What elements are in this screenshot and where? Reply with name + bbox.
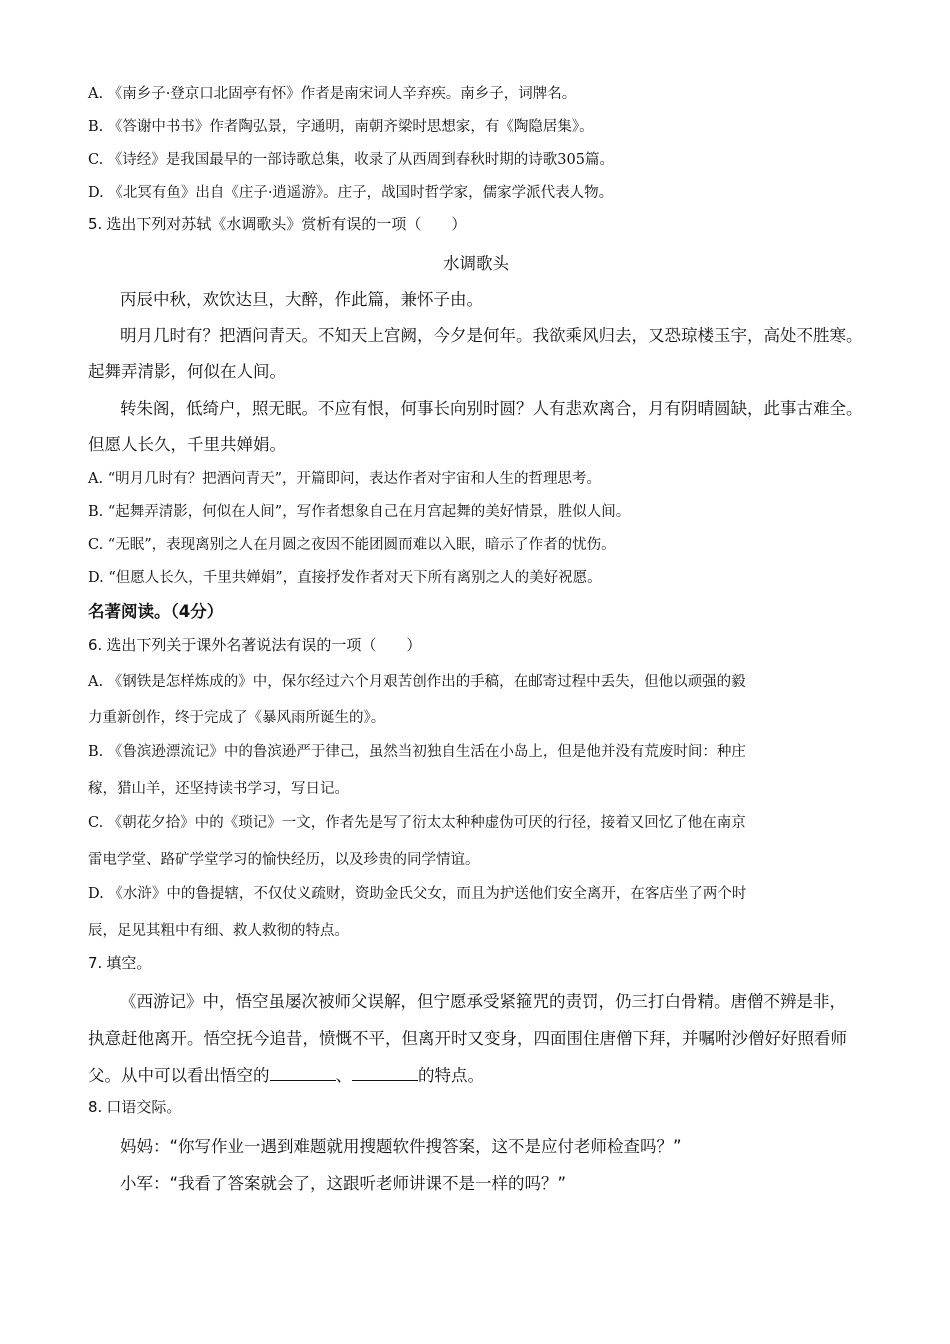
q4-option-d: D. 《北冥有鱼》出自《庄子·逍遥游》。庄子，战国时哲学家，儒家学派代表人物。	[88, 185, 614, 201]
q8-stem: 口语交际。	[106, 1098, 182, 1116]
q7-separator: 、	[335, 1066, 352, 1085]
q6-option-a: A. 《钢铁是怎样炼成的》中，保尔经过六个月艰苦创作出的手稿，在邮寄过程中丢失，但他以顽强的毅	[88, 674, 746, 690]
poem-line: 转朱阁，低绮户，照无眠。不应有恨，何事长向别时圆？人有悲欢离合，月有阴晴圆缺，此事古难全。	[120, 399, 863, 418]
q7-text-after: 的特点。	[418, 1066, 484, 1085]
q5-option-a: A. “明月几时有？把酒问青天”，开篇即问，表达作者对宇宙和人生的哲理思考。	[88, 471, 602, 487]
q5-number: 5.	[88, 215, 103, 233]
dialogue-line-mom: 妈妈：“你写作业一遇到难题就用搜题软件搜答案，这不是应付老师检查吗？”	[120, 1137, 682, 1156]
section-heading: 名著阅读。（4分）	[88, 602, 224, 621]
poem-line: 但愿人长久，千里共婵娟。	[88, 435, 286, 454]
q6-option-d-cont: 辰，足见其粗中有细、救人救彻的特点。	[88, 923, 349, 939]
q7-text-line: 执意赶他离开。悟空抚今追昔，愤慨不平，但离开时又变身，四面围住唐僧下拜，并嘱咐沙僧好好照看师	[88, 1029, 847, 1048]
q6-stem: 选出下列关于课外名著说法有误的一项（ ）	[106, 636, 422, 654]
dialogue-line-xiaojun: 小军：“我看了答案就会了，这跟听老师讲课不是一样的吗？”	[120, 1174, 567, 1193]
q6-option-b: B. 《鲁滨逊漂流记》中的鲁滨逊严于律己，虽然当初独自生活在小岛上，但是他并没有荒废时间：种庄	[88, 744, 746, 760]
q8-stem-line	[88, 1096, 181, 1117]
q5-option-d: D. “但愿人长久，千里共婵娟”，直接抒发作者对天下所有离别之人的美好祝愿。	[88, 570, 602, 586]
q8-number: 8.	[88, 1098, 103, 1116]
q4-option-c: C. 《诗经》是我国最早的一部诗歌总集，收录了从西周到春秋时期的诗歌305篇。	[88, 152, 614, 168]
q5-option-c: C. “无眠”，表现离别之人在月圆之夜因不能团圆而难以入眠，暗示了作者的忧伤。	[88, 537, 616, 553]
q6-number: 6.	[88, 636, 103, 654]
q4-option-b: B. 《答谢中书书》作者陶弘景，字通明，南朝齐梁时思想家，有《陶隐居集》。	[88, 119, 594, 135]
q5-stem: 选出下列对苏轼《水调歌头》赏析有误的一项（ ）	[106, 215, 467, 233]
poem-preface: 丙辰中秋，欢饮达旦，大醉，作此篇，兼怀子由。	[120, 290, 483, 309]
q5-stem-line	[88, 213, 466, 234]
q6-stem-line	[88, 634, 421, 655]
q7-text-line: 《西游记》中，悟空虽屡次被师父误解，但宁愿承受紧箍咒的责罚，仍三打白骨精。唐僧不辨是非，	[120, 992, 846, 1011]
q6-option-c: C. 《朝花夕拾》中的《琐记》一文，作者先是写了衍太太种种虚伪可厌的行径，接着又回忆了他在南京	[88, 815, 746, 831]
q5-option-b: B. “起舞弄清影，何似在人间”，写作者想象自己在月宫起舞的美好情景，胜似人间。	[88, 504, 631, 520]
q6-option-c-cont: 雷电学堂、路矿学堂学习的愉快经历，以及珍贵的同学情谊。	[88, 852, 480, 868]
poem-title: 水调歌头	[443, 254, 509, 273]
q6-option-b-cont: 稼，猎山羊，还坚持读书学习，写日记。	[88, 781, 349, 797]
q7-text-line-last	[88, 1062, 484, 1086]
q7-stem-line	[88, 952, 151, 973]
fill-blank-2[interactable]	[352, 1066, 418, 1081]
q4-option-a: A. 《南乡子·登京口北固亭有怀》作者是南宋词人辛弃疾。南乡子，词牌名。	[88, 86, 577, 102]
poem-line: 明月几时有？把酒问青天。不知天上宫阙，今夕是何年。我欲乘风归去，又恐琼楼玉宇，高处不胜寒。	[120, 326, 863, 345]
q7-number: 7.	[88, 954, 103, 972]
fill-blank-1[interactable]	[270, 1066, 336, 1081]
q7-stem: 填空。	[106, 954, 152, 972]
q6-option-d: D. 《水浒》中的鲁提辖，不仅仗义疏财，资助金氏父女，而且为护送他们安全离开，在客店坐了两个时	[88, 886, 747, 902]
q6-option-a-cont: 力重新创作，终于完成了《暴风雨所诞生的》。	[88, 710, 386, 726]
q7-text-before: 父。从中可以看出悟空的	[88, 1066, 270, 1085]
poem-line: 起舞弄清影，何似在人间。	[88, 362, 286, 381]
